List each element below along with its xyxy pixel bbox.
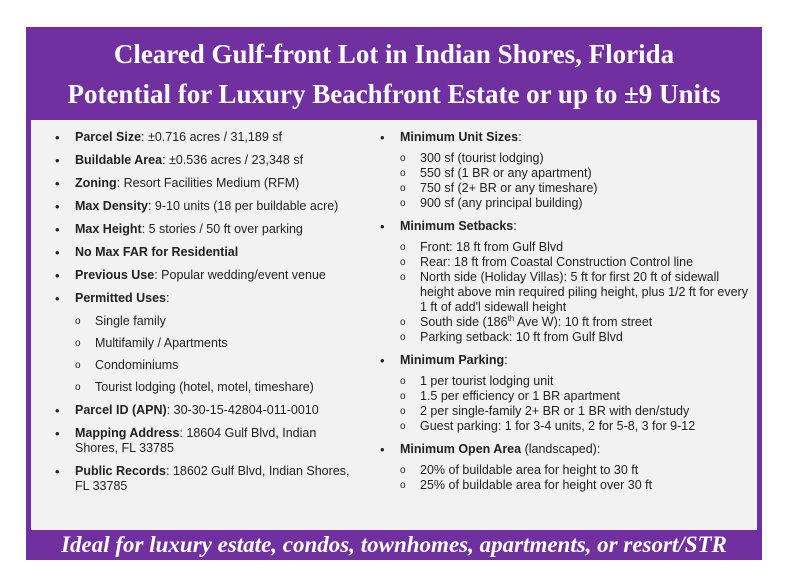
permitted-use: o Tourist lodging (hotel, motel, timeshare): [51, 380, 361, 395]
details-panel: [31, 120, 757, 530]
mapping-address-item: • Mapping Address: 18604 Gulf Blvd, Indian Shores, FL 33785: [51, 426, 361, 456]
max-density-item: • Max Density: 9-10 units (18 per buildable acre): [51, 199, 361, 214]
title-line-1: Cleared Gulf-front Lot in Indian Shores, Florida: [113, 39, 675, 69]
permitted-uses-item: • Permitted Uses: o Single family o Multifamily / Apartments o Condominiums o Tourist lodging (hotel, motel, timeshare): [51, 291, 361, 395]
parcel-id-item: • Parcel ID (APN): 30-30-15-42804-011-0010: [51, 403, 361, 418]
previous-use-item: • Previous Use: Popular wedding/event venue: [51, 268, 361, 283]
open-area-item: • Minimum Open Area (landscaped): o 20% of buildable area for height to 30 ft o 25% of buildable area for height over 30 ft: [376, 442, 751, 493]
setback-parking: o Parking setback: 10 ft from Gulf Blvd: [376, 330, 751, 345]
setbacks-item: • Minimum Setbacks: o Front: 18 ft from Gulf Blvd o Rear: 18 ft from Coastal Construction Control line o North side (Holiday Villas): 5 ft for first 20 ft of sidewall height above min required piling height, plus 1/2 ft for every 1 ft of add'l sidewall height o South side (186th Ave W): 10 ft from street o Parking setback: 10 ft from Gulf Blvd: [376, 219, 751, 345]
footer-tagline: Ideal for luxury estate, condos, townhomes, apartments, or resort/STR: [61, 532, 727, 557]
permitted-use: o Multifamily / Apartments: [51, 336, 361, 351]
right-column: [376, 130, 751, 501]
zoning-item: • Zoning: Resort Facilities Medium (RFM): [51, 176, 361, 191]
permitted-use: o Condominiums: [51, 358, 361, 373]
permitted-use: o Single family: [51, 314, 361, 329]
unit-sizes-item: • Minimum Unit Sizes: o 300 sf (tourist lodging) o 550 sf (1 BR or any apartment) o 750 sf (2+ BR or any timeshare) o 900 sf (any principal building): [376, 130, 751, 211]
parcel-size-item: • Parcel Size: ±0.716 acres / 31,189 sf: [51, 130, 361, 145]
setback: o Front: 18 ft from Gulf Blvd: [376, 240, 751, 255]
setback: o Rear: 18 ft from Coastal Construction Control line: [376, 255, 751, 270]
open-area-rule: o 25% of buildable area for height over 30 ft: [376, 478, 751, 493]
parking-rule: o 1.5 per efficiency or 1 BR apartment: [376, 389, 751, 404]
setback-south: o South side (186th Ave W): 10 ft from street: [376, 315, 751, 330]
no-far-item: • No Max FAR for Residential: [51, 245, 361, 260]
unit-size: o 900 sf (any principal building): [376, 196, 751, 211]
title-line-2: Potential for Luxury Beachfront Estate or up to ±9 Units: [67, 79, 721, 109]
parking-rule: o 2 per single-family 2+ BR or 1 BR with den/study: [376, 404, 751, 419]
setback: o North side (Holiday Villas): 5 ft for first 20 ft of sidewall height above min required piling height, plus 1/2 ft for every 1 ft of add'l sidewall height: [376, 270, 751, 315]
unit-size: o 550 sf (1 BR or any apartment): [376, 166, 751, 181]
parking-rule: o Guest parking: 1 for 3-4 units, 2 for 5-8, 3 for 9-12: [376, 419, 751, 434]
left-column: [51, 130, 361, 502]
parking-item: • Minimum Parking: o 1 per tourist lodging unit o 1.5 per efficiency or 1 BR apartment o 2 per single-family 2+ BR or 1 BR with den/study o Guest parking: 1 for 3-4 units, 2 for 5-8, 3 for 9-12: [376, 353, 751, 434]
max-height-item: • Max Height: 5 stories / 50 ft over parking: [51, 222, 361, 237]
parking-rule: o 1 per tourist lodging unit: [376, 374, 751, 389]
public-records-item: • Public Records: 18602 Gulf Blvd, Indian Shores, FL 33785: [51, 464, 361, 494]
unit-size: o 750 sf (2+ BR or any timeshare): [376, 181, 751, 196]
open-area-rule: o 20% of buildable area for height to 30 ft: [376, 463, 751, 478]
unit-size: o 300 sf (tourist lodging): [376, 151, 751, 166]
flyer-title: [26, 27, 762, 120]
flyer-frame: [26, 27, 762, 560]
buildable-area-item: • Buildable Area: ±0.536 acres / 23,348 sf: [51, 153, 361, 168]
